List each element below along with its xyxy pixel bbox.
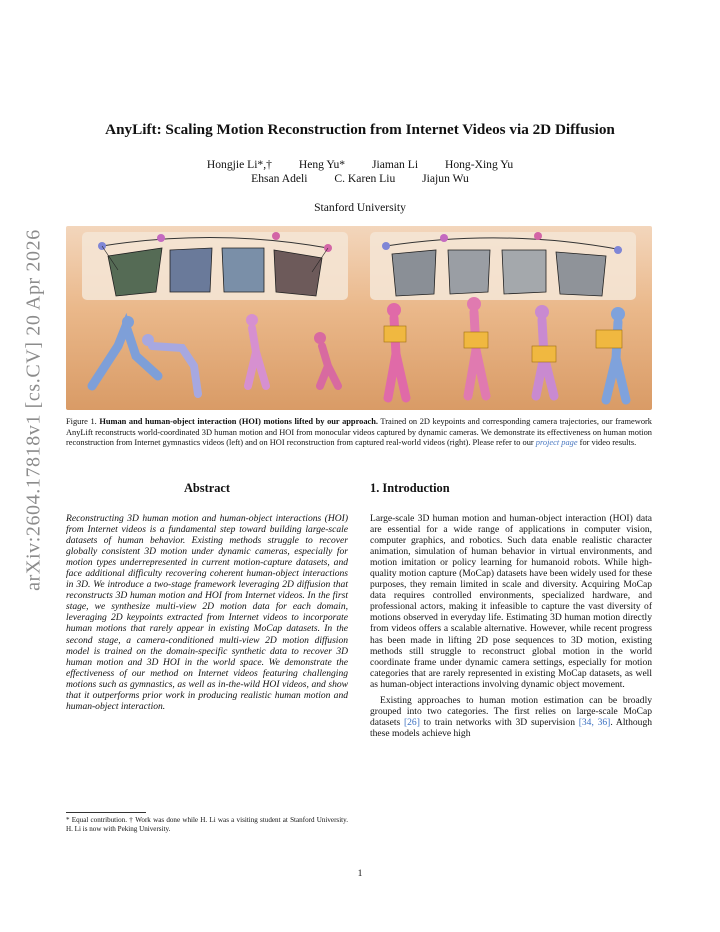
author: Ehsan Adeli (251, 172, 308, 185)
citation-link[interactable]: [26] (403, 716, 420, 728)
page-number: 1 (357, 868, 363, 879)
introduction-text (370, 513, 652, 739)
caption-end: for video results. (577, 438, 637, 448)
paper-title: AnyLift: Scaling Motion Reconstruction from Internet Videos via 2D Diffusion (105, 121, 615, 138)
teaser-illustration (66, 226, 652, 410)
arxiv-sidebar (14, 150, 54, 670)
caption-label: Figure 1. (66, 417, 97, 426)
author: Heng Yu* (298, 158, 346, 171)
teaser-figure (66, 226, 652, 410)
figure-caption (66, 417, 652, 449)
author: C. Karen Liu (334, 172, 396, 185)
introduction-heading: 1. Introduction (370, 481, 450, 495)
affiliation: Stanford University (314, 201, 406, 214)
intro-p2-part-a: Existing approaches to human motion estimation can be broadly grouped into two categories. The first relies on large-scale MoCap datasets (370, 694, 652, 728)
footnote: * Equal contribution. † Work was done while H. Li was a visiting student at Stanford University. H. Li is now with Peking University. (66, 816, 348, 833)
intro-paragraph-1: Large-scale 3D human motion and human-object interaction (HOI) data are essential for a wide range of applications in computer vision, computer graphics, and robotics. Such data enable realistic character animation, simulation of human behavior in virtual environments, and motion imitation or policy learning for humanoid robots. While high-quality motion capture (MoCap) datasets have been widely used for these purposes, they remain limited in scale and diversity. Acquiring MoCap data requires controlled environments, specialized hardware, and professional actors, making it infeasible to capture the vast diversity of motions observed in everyday life. Estimating 3D human motion directly from videos offers a scalable alternative. However, while recent progress has been made in lifting 2D pose sequences to 3D motion, existing methods still struggle to reconstruct global motion in the world coordinate frame under dynamic camera settings, especially for motion categories that are rarely represented in existing MoCap datasets, as well as human-object interactions involving dynamic object movement. (370, 513, 652, 690)
caption-bold: Human and human-object interaction (HOI) motions lifted by our approach. (99, 417, 378, 426)
intro-p2-part-b: to train networks with 3D supervision (419, 716, 579, 728)
abstract-text: Reconstructing 3D human motion and human-object interactions (HOI) from Internet videos is a fundamental step toward building large-scale datasets of human behavior. Existing methods struggle to recover globally consistent 3D motion under dynamic cameras, especially for motion types underrepresented in current motion-capture datasets, and face additional difficulty recovering coherent human-object interactions in 3D. We introduce a two-stage framework leveraging 2D diffusion that reconstructs 3D human motion and HOI from Internet videos. In the first stage, we synthesize multi-view 2D motion data for each domain, leveraging 2D keypoints extracted from Internet videos to incorporate human motions that rarely appear in existing MoCap datasets. In the second stage, a camera-conditioned multi-view 2D motion diffusion model is trained on the domain-specific synthetic data to recover 3D human motion and 3D HOI in the world space. We demonstrate the effectiveness of our method on Internet videos featuring challenging motions such as gymnastics, as well as in-the-wild HOI videos, and show that it outperforms prior work in producing realistic human motion and human-object interaction. (66, 513, 348, 712)
intro-paragraph-2 (370, 695, 652, 739)
author-list (60, 158, 660, 186)
author: Jiaman Li (372, 158, 419, 171)
caption-text: Trained on 2D keypoints and corresponding camera trajectories, our framework AnyLift reconstructs world-coordinated 3D human motion and HOI from monocular videos captured by dynamic cameras. We demonstrate its effectiveness on human motion reconstruction from Internet gymnastics videos (left) and on HOI reconstruction from captured real-world videos (right). Please refer to our (66, 417, 652, 448)
author-row-2 (60, 172, 660, 186)
author-row-1 (60, 158, 660, 172)
intro-p2-part-c: . Although these models achieve high (370, 716, 652, 739)
author: Hong-Xing Yu (444, 158, 514, 171)
project-page-link[interactable]: project page (535, 438, 578, 448)
author: Hongjie Li*,† (206, 158, 272, 171)
abstract-heading: Abstract (183, 481, 231, 495)
author: Jiajun Wu (422, 172, 469, 185)
citation-link[interactable]: [34, 36] (578, 716, 611, 728)
footnote-rule (66, 812, 146, 813)
arxiv-id: arXiv:2604.17818v1 [cs.CV] 20 Apr 2026 (22, 229, 45, 591)
